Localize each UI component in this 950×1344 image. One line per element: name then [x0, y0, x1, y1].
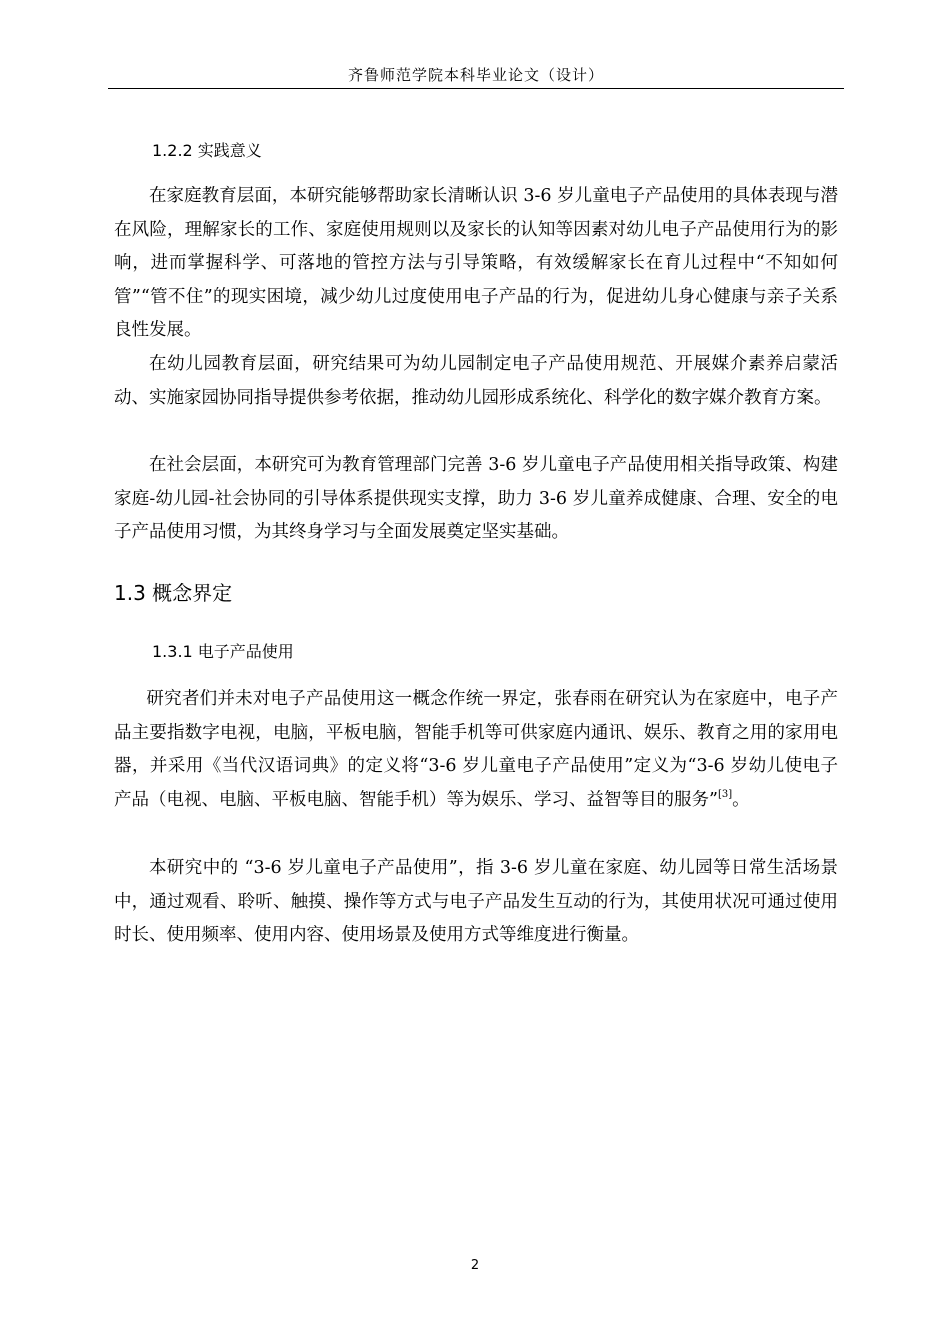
citation-reference: [3] — [717, 788, 733, 800]
paragraph-kindergarten-education: 在幼儿园教育层面，研究结果可为幼儿园制定电子产品使用规范、开展媒介素养启蒙活动、实施家园协同指导提供参考依据，推动幼儿园形成系统化、科学化的数字媒介教育方案。 — [114, 354, 838, 408]
paragraph-concept-text: 研究者们并未对电子产品使用这一概念作统一界定，张春雨在研究认为在家庭中，电子产品主要指数字电视，电脑，平板电脑，智能手机等可供家庭内通讯、娱乐、教育之用的家用电器，并采用《当代汉语词典》的定义将“3-6 岁儿童电子产品使用”定义为“3-6 岁幼儿使电子产品（电视、电脑、平板电脑、智能手机）等为娱乐、学习、益智等目的服务” — [114, 689, 838, 810]
header-divider — [108, 88, 844, 89]
paragraph-concept-definition — [114, 683, 838, 817]
subsection-heading-1-3-1: 1.3.1 电子产品使用 — [152, 642, 294, 661]
subsection-heading-1-2-2: 1.2.2 实践意义 — [152, 141, 262, 160]
page-header: 齐鲁师范学院本科毕业论文（设计） — [347, 66, 604, 84]
page-number: 2 — [470, 1258, 480, 1273]
paragraph-family-education: 在家庭教育层面，本研究能够帮助家长清晰认识 3-6 岁儿童电子产品使用的具体表现与潜在风险，理解家长的工作、家庭使用规则以及家长的认知等因素对幼儿电子产品使用行为的影响，进而掌握科学、可落地的管控方法与引导策略，有效缓解家长在育儿过程中“不知如何管”“管不住”的现实困境，减少幼儿过度使用电子产品的行为，促进幼儿身心健康与亲子关系良性发展。 — [114, 186, 838, 340]
section-heading-1-3: 1.3 概念界定 — [114, 581, 233, 605]
paragraph-study-definition: 本研究中的 “3-6 岁儿童电子产品使用”，指 3-6 岁儿童在家庭、幼儿园等日常生活场景中，通过观看、聆听、触摸、操作等方式与电子产品发生互动的行为，其使用状况可通过使用时长、使用频率、使用内容、使用场景及使用方式等维度进行衡量。 — [114, 858, 838, 945]
paragraph-social-level: 在社会层面，本研究可为教育管理部门完善 3-6 岁儿童电子产品使用相关指导政策、构建家庭-幼儿园-社会协同的引导体系提供现实支撑，助力 3-6 岁儿童养成健康、合理、安全的电子产品使用习惯，为其终身学习与全面发展奠定坚实基础。 — [114, 455, 838, 542]
paragraph-concept-end: 。 — [732, 789, 750, 810]
